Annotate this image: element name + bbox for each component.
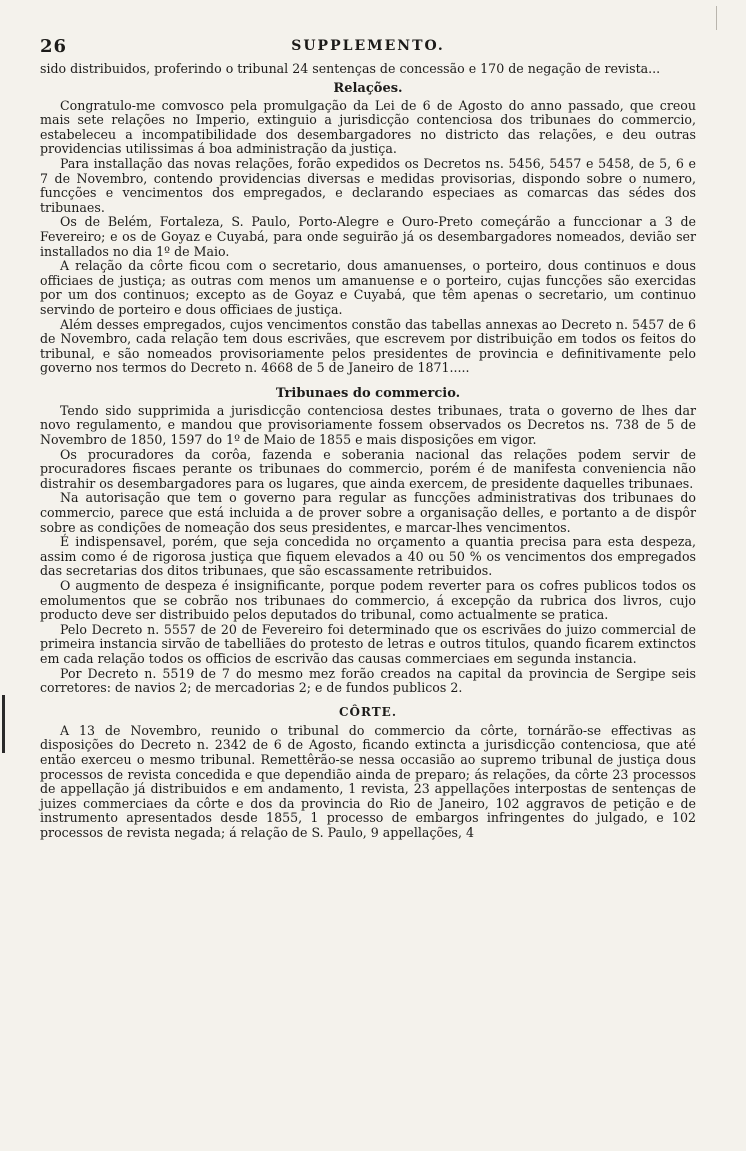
scan-margin-mark [2, 695, 5, 753]
scan-edge-mark [716, 6, 717, 30]
paragraph: Na autorisação que tem o governo para regular as funcções administrativas dos tribunaes do commercio, parece que está incluida a de prover sobre a organisação delles, e portanto a de dispôr sobre as condições de nomeação dos seus presidentes, e marcar-lhes vencimentos. [40, 490, 696, 535]
paragraph: Para installação das novas relações, forão expedidos os Decretos ns. 5456, 5457 e 5458, de 5, 6 e 7 de Novembro, contendo providencias diversas e medidas provisorias, dispondo sobre o numero, funcções e vencimentos dos empregados, e declarando especiaes as comarcas das sédes dos tribunaes. [40, 155, 696, 215]
running-head [40, 36, 696, 62]
paragraph: Tendo sido supprimida a jurisdicção contenciosa destes tribunaes, trata o governo de lhes dar novo regulamento, e mandou que provisoriamente fossem observados os Decretos ns. 738 de 5 de Novembro de 1850, 1597 do 1º de Maio de 1855 e mais disposições em vigor. [40, 402, 696, 448]
paragraph: Os procuradores da corôa, fazenda e soberania nacional das relações podem servir de procuradores fiscaes perante os tribunaes do commercio, porém é de manifesta conveniencia não distrahir os desembargadores para os lugares, que ainda exercem, de presidente daquelles tribunaes. [40, 446, 696, 491]
section-relacoes [40, 81, 696, 376]
intro-paragraph: sido distribuidos, proferindo o tribunal 24 sentenças de concessão e 170 de negação de revista... [40, 61, 661, 76]
paragraph: Os de Belém, Fortaleza, S. Paulo, Porto-Alegre e Ouro-Preto começárão a funccionar a 3 de Fevereiro; e os de Goyaz e Cuyabá, para onde seguirão já os desembargadores nomeados, devião ser installados no dia 1º de Maio. [40, 214, 696, 259]
document-page [40, 36, 696, 841]
paragraph: Congratulo-me comvosco pela promulgação da Lei de 6 de Agosto do anno passado, que creou mais sete relações no Imperio, extinguio a jurisdicção contenciosa dos tribunaes do commercio, estabeleceu a incompatibilidade dos desembargadores no districto das relações, e deu outras providencias utilissimas á boa administração da justiça. [40, 97, 696, 157]
paragraph: Por Decreto n. 5519 de 7 do mesmo mez forão creados na capital da provincia de Sergipe seis corretores: de navios 2; de mercadorias 2; e de fundos publicos 2. [40, 665, 696, 696]
section-heading-corte: CÔRTE. [338, 704, 398, 719]
paragraph: O augmento de despeza é insignificante, porque podem reverter para os cofres publicos todos os emolumentos que se cobrão nos tribunaes do commercio, á excepção da rubrica dos livros, cujo producto deve ser distribuido pelos deputados do tribunal, como actualmente se pratica. [40, 578, 696, 623]
paragraph: Pelo Decreto n. 5557 de 20 de Fevereiro foi determinado que os escrivães do juizo commercial de primeira instancia sirvão de tabelliães do protesto de letras e outros titulos, quando ficarem extinctos em cada relação todos os officios de escrivão das causas commerciaes em segunda instancia. [40, 621, 696, 666]
page-number: 26 [40, 36, 68, 57]
section-heading-relacoes: Relações. [333, 80, 403, 96]
paragraph: A relação da côrte ficou com o secretario, dous amanuenses, o porteiro, dous continuos e dous officiaes de justiça; as outras com menos um amanuense e o porteiro, cujas funcções são exercidas por um dos continuos; excepto as de Goyaz e Cuyabá, que têm apenas o secretario, um continuo servindo de porteiro e dous officiaes de justiça. [40, 258, 696, 317]
running-title: SUPPLEMENTO. [291, 38, 445, 54]
section-heading-tribunaes: Tribunaes do commercio. [275, 385, 461, 401]
paragraph: Além desses empregados, cujos vencimentos constão das tabellas annexas ao Decreto n. 5457 de 6 de Novembro, cada relação tem dous escrivães, que escrevem por distribuição em todos os feitos do tribunal, e são nomeados provisoriamente pelos presidentes de provincia e definitivamente pelo governo nos termos do Decreto n. 4668 de 5 de Janeiro de 1871..... [40, 316, 696, 376]
section-tribunaes-commercio [40, 386, 696, 696]
paragraph: A 13 de Novembro, reunido o tribunal do commercio da côrte, tornárão-se effectivas as disposições do Decreto n. 2342 de 6 de Agosto, ficando extincta a jurisdicção contenciosa, que até então exerceu o mesmo tribunal. Remettêrão-se nessa occasião ao supremo tribunal de justiça dous processos de revista concedida e que dependião ainda de preparo; ás relações, da côrte 23 processos de appellação já distribuidos e em andamento, 1 revista, 23 appellações interpostas de sentenças de juizes commerciaes da côrte e dos da provincia do Rio de Janeiro, 102 aggravos de petição e de instrumento apresentados desde 1855, 1 processo de embargos infringentes do julgado, e 102 processos de revista negada; á relação de S. Paulo, 9 appellações, 4 [40, 722, 696, 840]
section-corte [40, 705, 696, 841]
paragraph: É indispensavel, porém, que seja concedida no orçamento a quantia precisa para esta despeza, assim como é de rigorosa justiça que fiquem elevados a 40 ou 50 % os vencimentos dos empregados das secretarias dos ditos tribunaes, que são escassamente retribuidos. [40, 534, 696, 579]
